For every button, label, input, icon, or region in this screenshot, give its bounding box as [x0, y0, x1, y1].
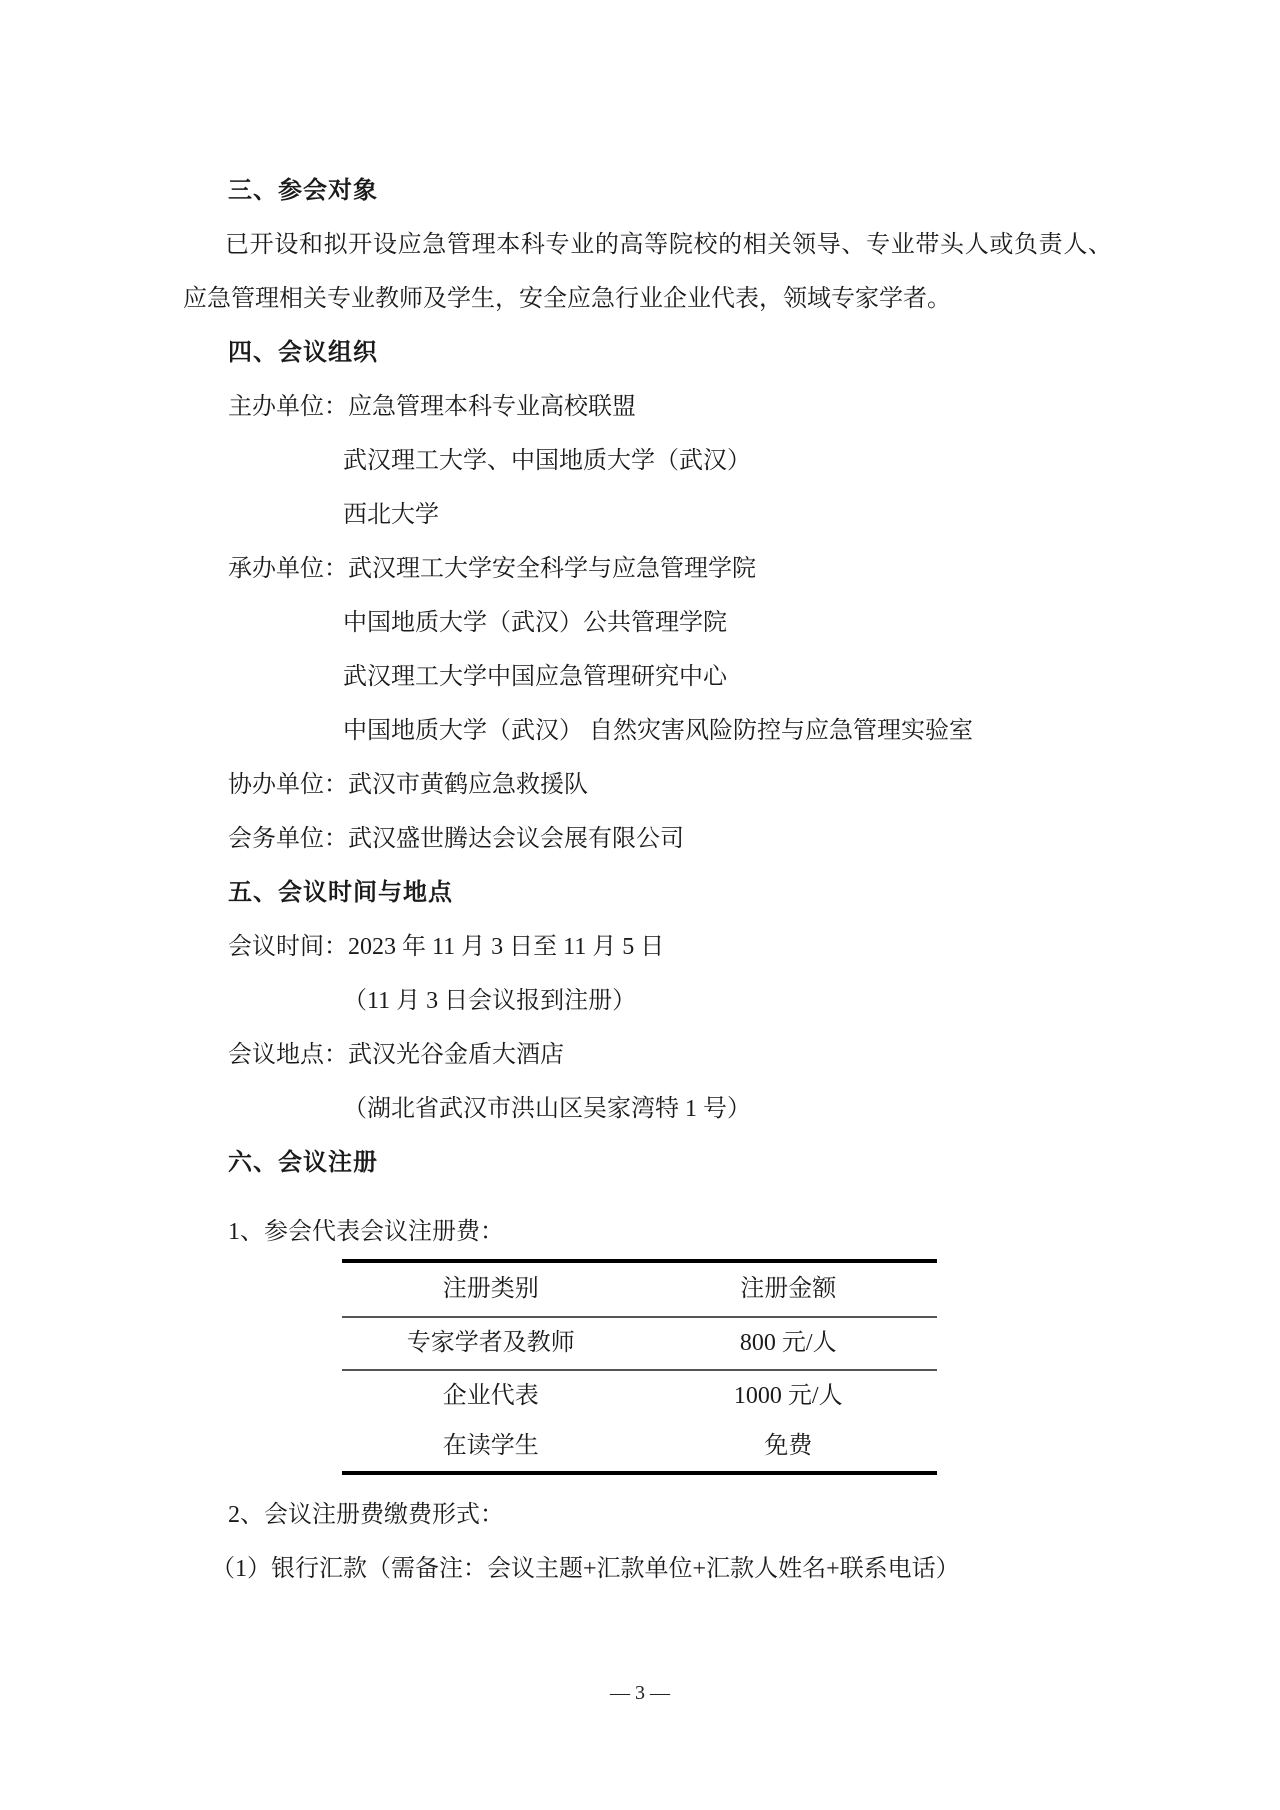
fee-table-header-row: [342, 1261, 937, 1317]
org-line-organizer-cont-1: 中国地质大学（武汉）公共管理学院: [343, 610, 727, 636]
org-line-organizer-cont-2: 武汉理工大学中国应急管理研究中心: [343, 664, 727, 690]
org-line-co-organizer: 协办单位：武汉市黄鹤应急救援队: [228, 772, 588, 798]
fee-category-cell: 企业代表: [442, 1383, 539, 1409]
time-line: 会议时间：2023 年 11 月 3 日至 11 月 5 日: [228, 934, 665, 960]
fee-table-row-experts: [342, 1317, 937, 1370]
fee-category-cell: 在读学生: [442, 1433, 539, 1459]
org-line-host: 主办单位：应急管理本科专业高校联盟: [228, 394, 636, 420]
section-heading-attendees: 三、参会对象: [228, 177, 378, 204]
org-line-host-cont-1: 武汉理工大学、中国地质大学（武汉）: [343, 448, 751, 474]
place-line: 会议地点：武汉光谷金盾大酒店: [228, 1042, 564, 1068]
fee-category-cell: 专家学者及教师: [342, 1317, 640, 1370]
fee-intro-line: 1、参会代表会议注册费：: [228, 1219, 504, 1245]
org-line-host-cont-2: 西北大学: [343, 502, 439, 528]
page-number: — 3 —: [610, 1682, 670, 1704]
org-line-organizer-cont-3: 中国地质大学（武汉） 自然灾害风险防控与应急管理实验室: [343, 718, 973, 744]
payment-method-bank-line: （1）银行汇款（需备注：会议主题+汇款单位+汇款人姓名+联系电话）: [211, 1556, 960, 1582]
place-line-address: （湖北省武汉市洪山区吴家湾特 1 号）: [343, 1096, 751, 1122]
payment-intro-line: 2、会议注册费缴费形式：: [228, 1502, 504, 1528]
attendees-paragraph: 已开设和拟开设应急管理本科专业的高等院校的相关领导、专业带头人或负责人、应急管理相关专业教师及学生，安全应急行业企业代表，领域专家学者。: [183, 232, 1112, 312]
section-heading-registration: 六、会议注册: [228, 1149, 378, 1176]
section-heading-time-place: 五、会议时间与地点: [228, 879, 453, 906]
fee-table-row-enterprise: [342, 1370, 937, 1421]
time-line-note: （11 月 3 日会议报到注册）: [343, 988, 637, 1014]
fee-amount-cell: 免费: [764, 1433, 813, 1459]
org-line-affairs-unit: 会务单位：武汉盛世腾达会议会展有限公司: [228, 826, 684, 852]
fee-amount-cell: 800 元/人: [640, 1317, 938, 1370]
fee-table-header-category: 注册类别: [342, 1261, 640, 1317]
section-heading-organization: 四、会议组织: [228, 339, 378, 366]
org-line-organizer: 承办单位：武汉理工大学安全科学与应急管理学院: [228, 556, 756, 582]
registration-fee-table: [342, 1259, 937, 1475]
fee-table-header-amount: 注册金额: [640, 1261, 938, 1317]
fee-table-row-students: [342, 1421, 937, 1473]
fee-amount-cell: 1000 元/人: [733, 1383, 843, 1409]
